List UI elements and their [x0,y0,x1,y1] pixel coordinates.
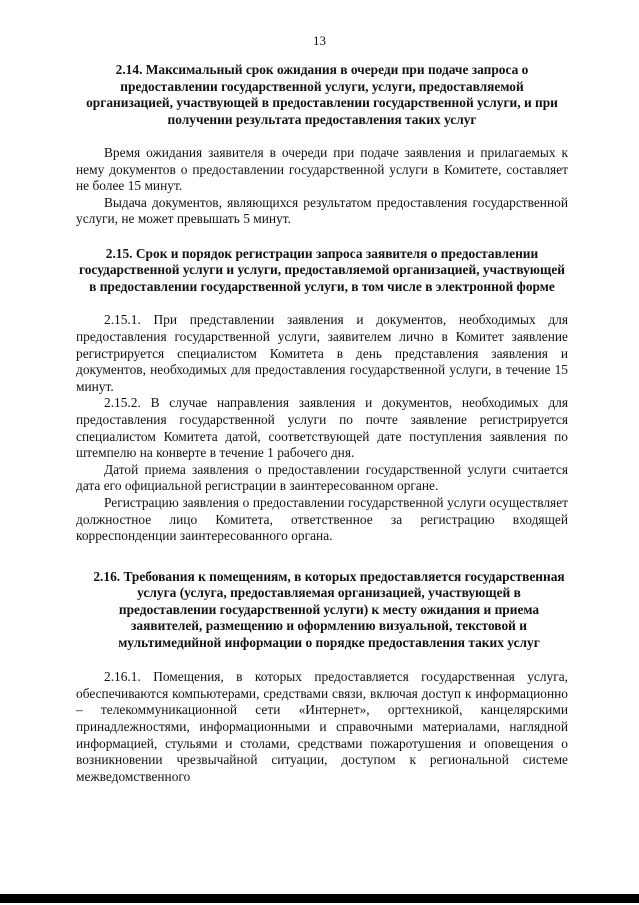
paragraph: Регистрацию заявления о предоставлении государственной услуги осуществляет должностное лицо Комитета, ответственное за регистрацию входящей корреспонденции заинтересованного органа. [76,495,568,544]
section-heading-2-16: 2.16. Требования к помещениям, в которых предоставляется государственная услуга (услуга, предоставляемая организацией, участвующей в предоставлении государственной услуги) к месту ожидания и приема заявителей, размещению и оформлению визуальной, текстовой и мультимедийной информации о порядке предоставления таких услуг [93,568,565,650]
section-body-2-14 [76,145,568,228]
page-number: 13 [313,33,326,48]
paragraph: 2.15.2. В случае направления заявления и документов, необходимых для предоставления государственной услуги по почте заявление регистрируется специалистом Комитета датой, соответствующей дате поступления заявления по штемпелю на конверте в течение 1 рабочего дня. [76,395,568,461]
paragraph: Время ожидания заявителя в очереди при подаче заявления и прилагаемых к нему документов о предоставлении государственной услуги в Комитете, составляет не более 15 минут. [76,145,568,194]
paragraph: 2.16.1. Помещения, в которых предоставляется государственная услуга, обеспечиваются компьютерами, средствами связи, включая доступ к информационно – телекоммуникационной сети «Интернет», оргтехникой, канцелярскими принадлежностями, информационными и справочными материалами, наглядной информацией, стульями и столами, средствами пожаротушения и оповещения о возникновении чрезвычайной ситуации, доступом к региональной системе межведомственного [76,669,568,784]
section-body-2-16 [76,669,568,785]
section-heading-2-15: 2.15. Срок и порядок регистрации запроса заявителя о предоставлении государственной услуги и услуги, предоставляемой организацией, участвующей в предоставлении государственной услуги, в том числе в электронной форме [78,245,565,294]
document-body [76,62,568,785]
paragraph: 2.15.1. При представлении заявления и документов, необходимых для предоставления государственной услуги, заявителем лично в Комитет заявление регистрируется специалистом Комитета в день представления заявления и документов, необходимых для предоставления государственной услуги, в течение 15 минут. [76,312,568,394]
paragraph: Выдача документов, являющихся результатом предоставления государственной услуги, не может превышать 5 минут. [76,194,568,227]
paragraph: Датой приема заявления о предоставлении государственной услуги считается дата его официальной регистрации в заинтересованном органе. [76,461,568,494]
section-heading-2-14: 2.14. Максимальный срок ожидания в очереди при подаче запроса о предоставлении государственной услуги, услуги, предоставляемой организацией, участвующей в предоставлении государственной услуги, и при получении результата предоставления таких услуг [86,62,558,127]
section-body-2-15 [76,312,568,544]
bottom-border-line [0,894,639,903]
